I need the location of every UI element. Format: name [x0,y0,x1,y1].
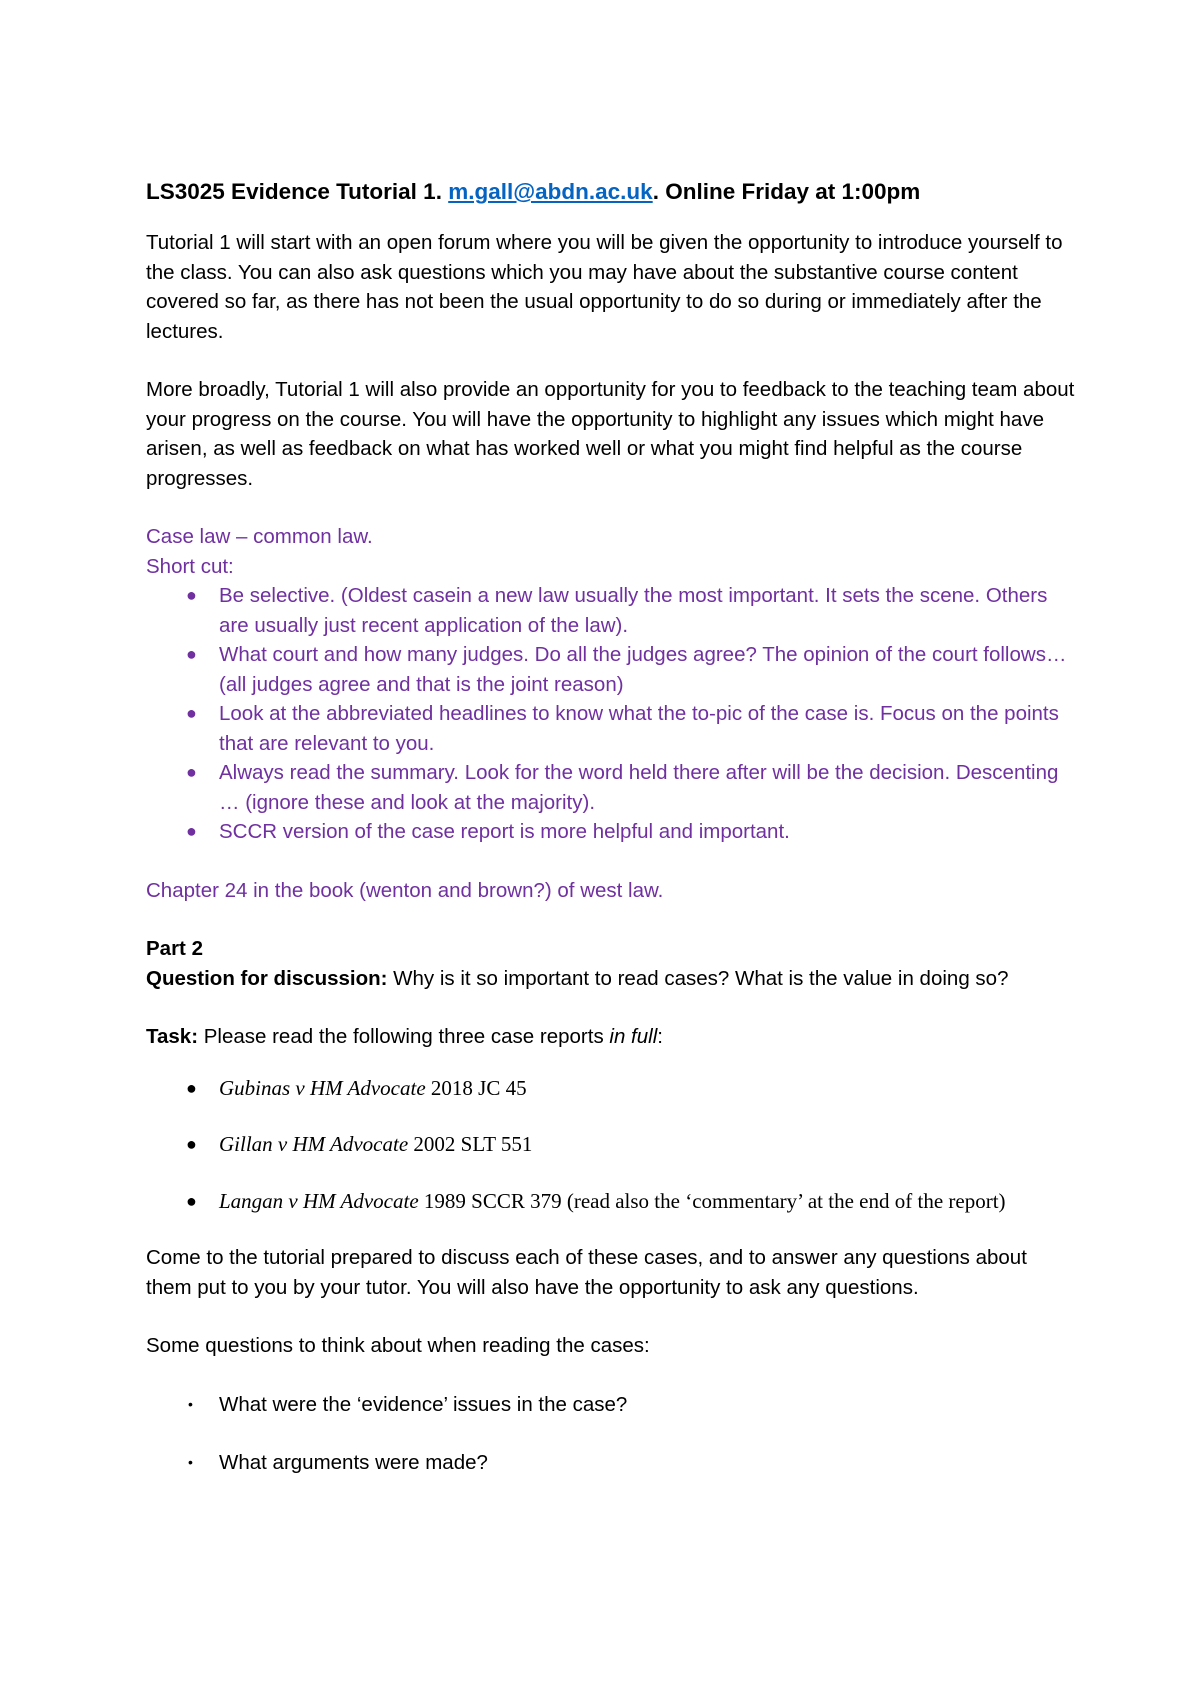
notes-heading: Case law – common law. [146,525,373,548]
bullet-icon: • [188,1395,193,1412]
case-list [146,1074,1076,1217]
bullet-icon: ● [186,821,197,841]
bullet-icon: ● [186,1077,197,1098]
notes-list-item: ● Look at the abbreviated headlines to know what the to-pic of the case is. Focus on the points that are relevant to you. [146,699,1076,758]
bullet-icon: • [188,1454,193,1470]
case-list-item: ● Langan v HM Advocate 1989 SCCR 379 (read also the ‘commentary’ at the end of the report) [146,1187,1076,1217]
questions-intro: Some questions to think about when reading the cases: [146,1334,650,1357]
bullet-icon: ● [186,1190,197,1211]
title-prefix: LS3025 Evidence Tutorial 1. [146,179,449,204]
question-list-item: • What were the ‘evidence’ issues in the case? [146,1390,1076,1420]
case-list-item: ● Gubinas v HM Advocate 2018 JC 45 [146,1074,1076,1104]
notes-list-item: ● What court and how many judges. Do all the judges agree? The opinion of the court follows… (all judges agree and that is the joint reason) [146,640,1076,699]
intro-paragraph-1: Tutorial 1 will start with an open forum where you will be given the opportunity to introduce yourself to the class. You can also ask questions which you may have about the substantive course content covered so far, as there has not been the usual opportunity to do so during or immediately after the lectures. [146,231,1063,343]
notes-section [146,522,1076,905]
bullet-icon: ● [186,1134,197,1154]
title-suffix: . Online Friday at 1:00pm [652,179,921,204]
document-title [146,176,1076,208]
bullet-icon: ● [186,585,197,605]
task-line: Task: Please read the following three case reports in full: [146,1025,663,1048]
notes-list-item: ● Be selective. (Oldest casein a new law usually the most important. It sets the scene. Others are usually just recent application of the law). [146,581,1076,640]
bullet-icon: ● [186,762,197,782]
part2-heading: Part 2 [146,937,203,960]
notes-list-item: ● Always read the summary. Look for the word held there after will be the decision. Descenting … (ignore these and look at the majority). [146,758,1076,817]
document-body [146,176,1076,1507]
chapter-note: Chapter 24 in the book (wenton and brown?) of west law. [146,878,664,902]
notes-list [146,581,1076,847]
notes-list-item: ● SCCR version of the case report is more helpful and important. [146,817,1076,847]
notes-subheading: Short cut: [146,554,234,578]
preparation-paragraph: Come to the tutorial prepared to discuss each of these cases, and to answer any questions about them put to you by your tutor. You will also have the opportunity to ask any questions. [146,1246,1027,1299]
email-link[interactable]: m.gall@abdn.ac.uk [448,179,653,204]
case-list-item: ● Gillan v HM Advocate 2002 SLT 551 [146,1130,1076,1160]
bullet-icon: ● [186,703,197,723]
bullet-icon: ● [186,644,197,664]
questions-list [146,1390,1076,1478]
intro-paragraph-2: More broadly, Tutorial 1 will also provide an opportunity for you to feedback to the teaching team about your progress on the course. You will have the opportunity to highlight any issues which might have arisen, as well as feedback on what has worked well or what you might find helpful as the course progresses. [146,378,1075,490]
question-list-item: • What arguments were made? [146,1448,1076,1478]
discussion-question: Question for discussion: Why is it so important to read cases? What is the value in doing so? [146,966,1009,990]
